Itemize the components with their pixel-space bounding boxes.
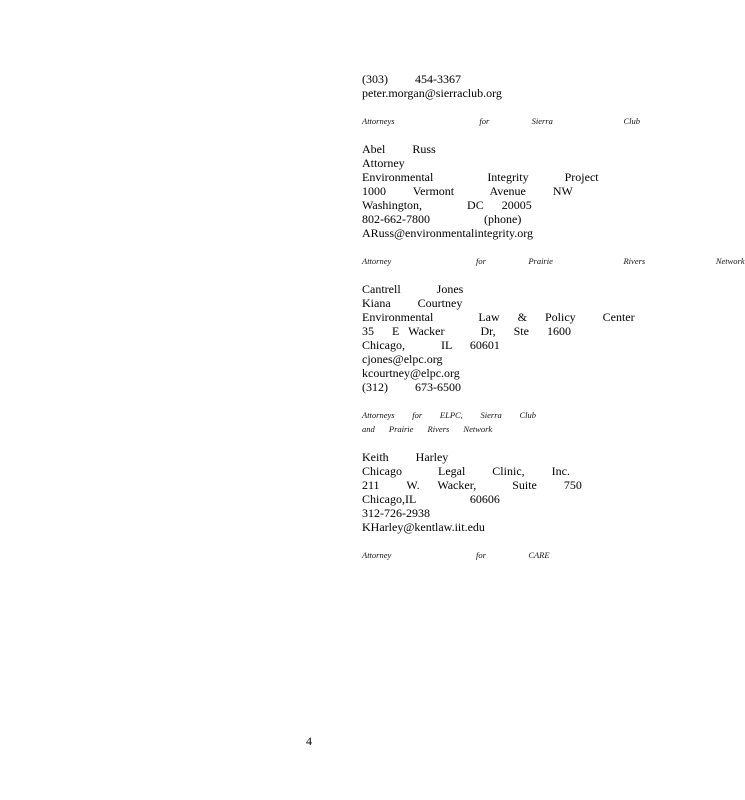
contact-block-harley <box>362 450 602 534</box>
phone-number: (312) 673-6500 <box>362 380 461 394</box>
city-address: Washington, DC 20005 <box>362 198 532 212</box>
contact-block-elpc <box>362 282 635 394</box>
street-address: 211 W. Wacker, Suite 750 <box>362 478 582 492</box>
page-number: 4 <box>306 734 312 748</box>
attorney-name: Cantrell Jones <box>362 282 464 296</box>
street-address: 1000 Vermont Avenue NW <box>362 184 573 198</box>
signature-column <box>362 72 745 562</box>
street-address: 35 E Wacker Dr, Ste 1600 <box>362 324 571 338</box>
email-address: kcourtney@elpc.org <box>362 366 460 380</box>
contact-block-russ <box>362 142 602 240</box>
representation-label: Attorney for CARE <box>362 550 550 560</box>
organization-name: Environmental Integrity Project <box>362 170 599 184</box>
email-address: peter.morgan@sierraclub.org <box>362 86 502 100</box>
attorney-name: Abel Russ <box>362 142 436 156</box>
phone-number: (303) 454-3367 <box>362 72 461 86</box>
attorney-name: Keith Harley <box>362 450 449 464</box>
representation-label: Attorneys for ELPC, Sierra Club and Prairie Rivers Network <box>362 410 536 434</box>
contact-block-morgan <box>362 72 602 100</box>
representation-label: Attorney for Prairie Rivers Network <box>362 256 745 266</box>
city-address: Chicago,IL 60606 <box>362 492 500 506</box>
organization-name: Chicago Legal Clinic, Inc. <box>362 464 570 478</box>
attorney-title: Attorney <box>362 156 405 170</box>
attorney-name: Kiana Courtney <box>362 296 463 310</box>
email-address: cjones@elpc.org <box>362 352 443 366</box>
representation-label: Attorneys for Sierra Club <box>362 116 641 126</box>
email-address: ARuss@environmentalintegrity.org <box>362 226 534 240</box>
phone-number: 312-726-2938 <box>362 506 430 520</box>
city-address: Chicago, IL 60601 <box>362 338 500 352</box>
organization-name: Environmental Law & Policy Center <box>362 310 635 324</box>
phone-number: 802-662-7800 (phone) <box>362 212 522 226</box>
email-address: KHarley@kentlaw.iit.edu <box>362 520 485 534</box>
